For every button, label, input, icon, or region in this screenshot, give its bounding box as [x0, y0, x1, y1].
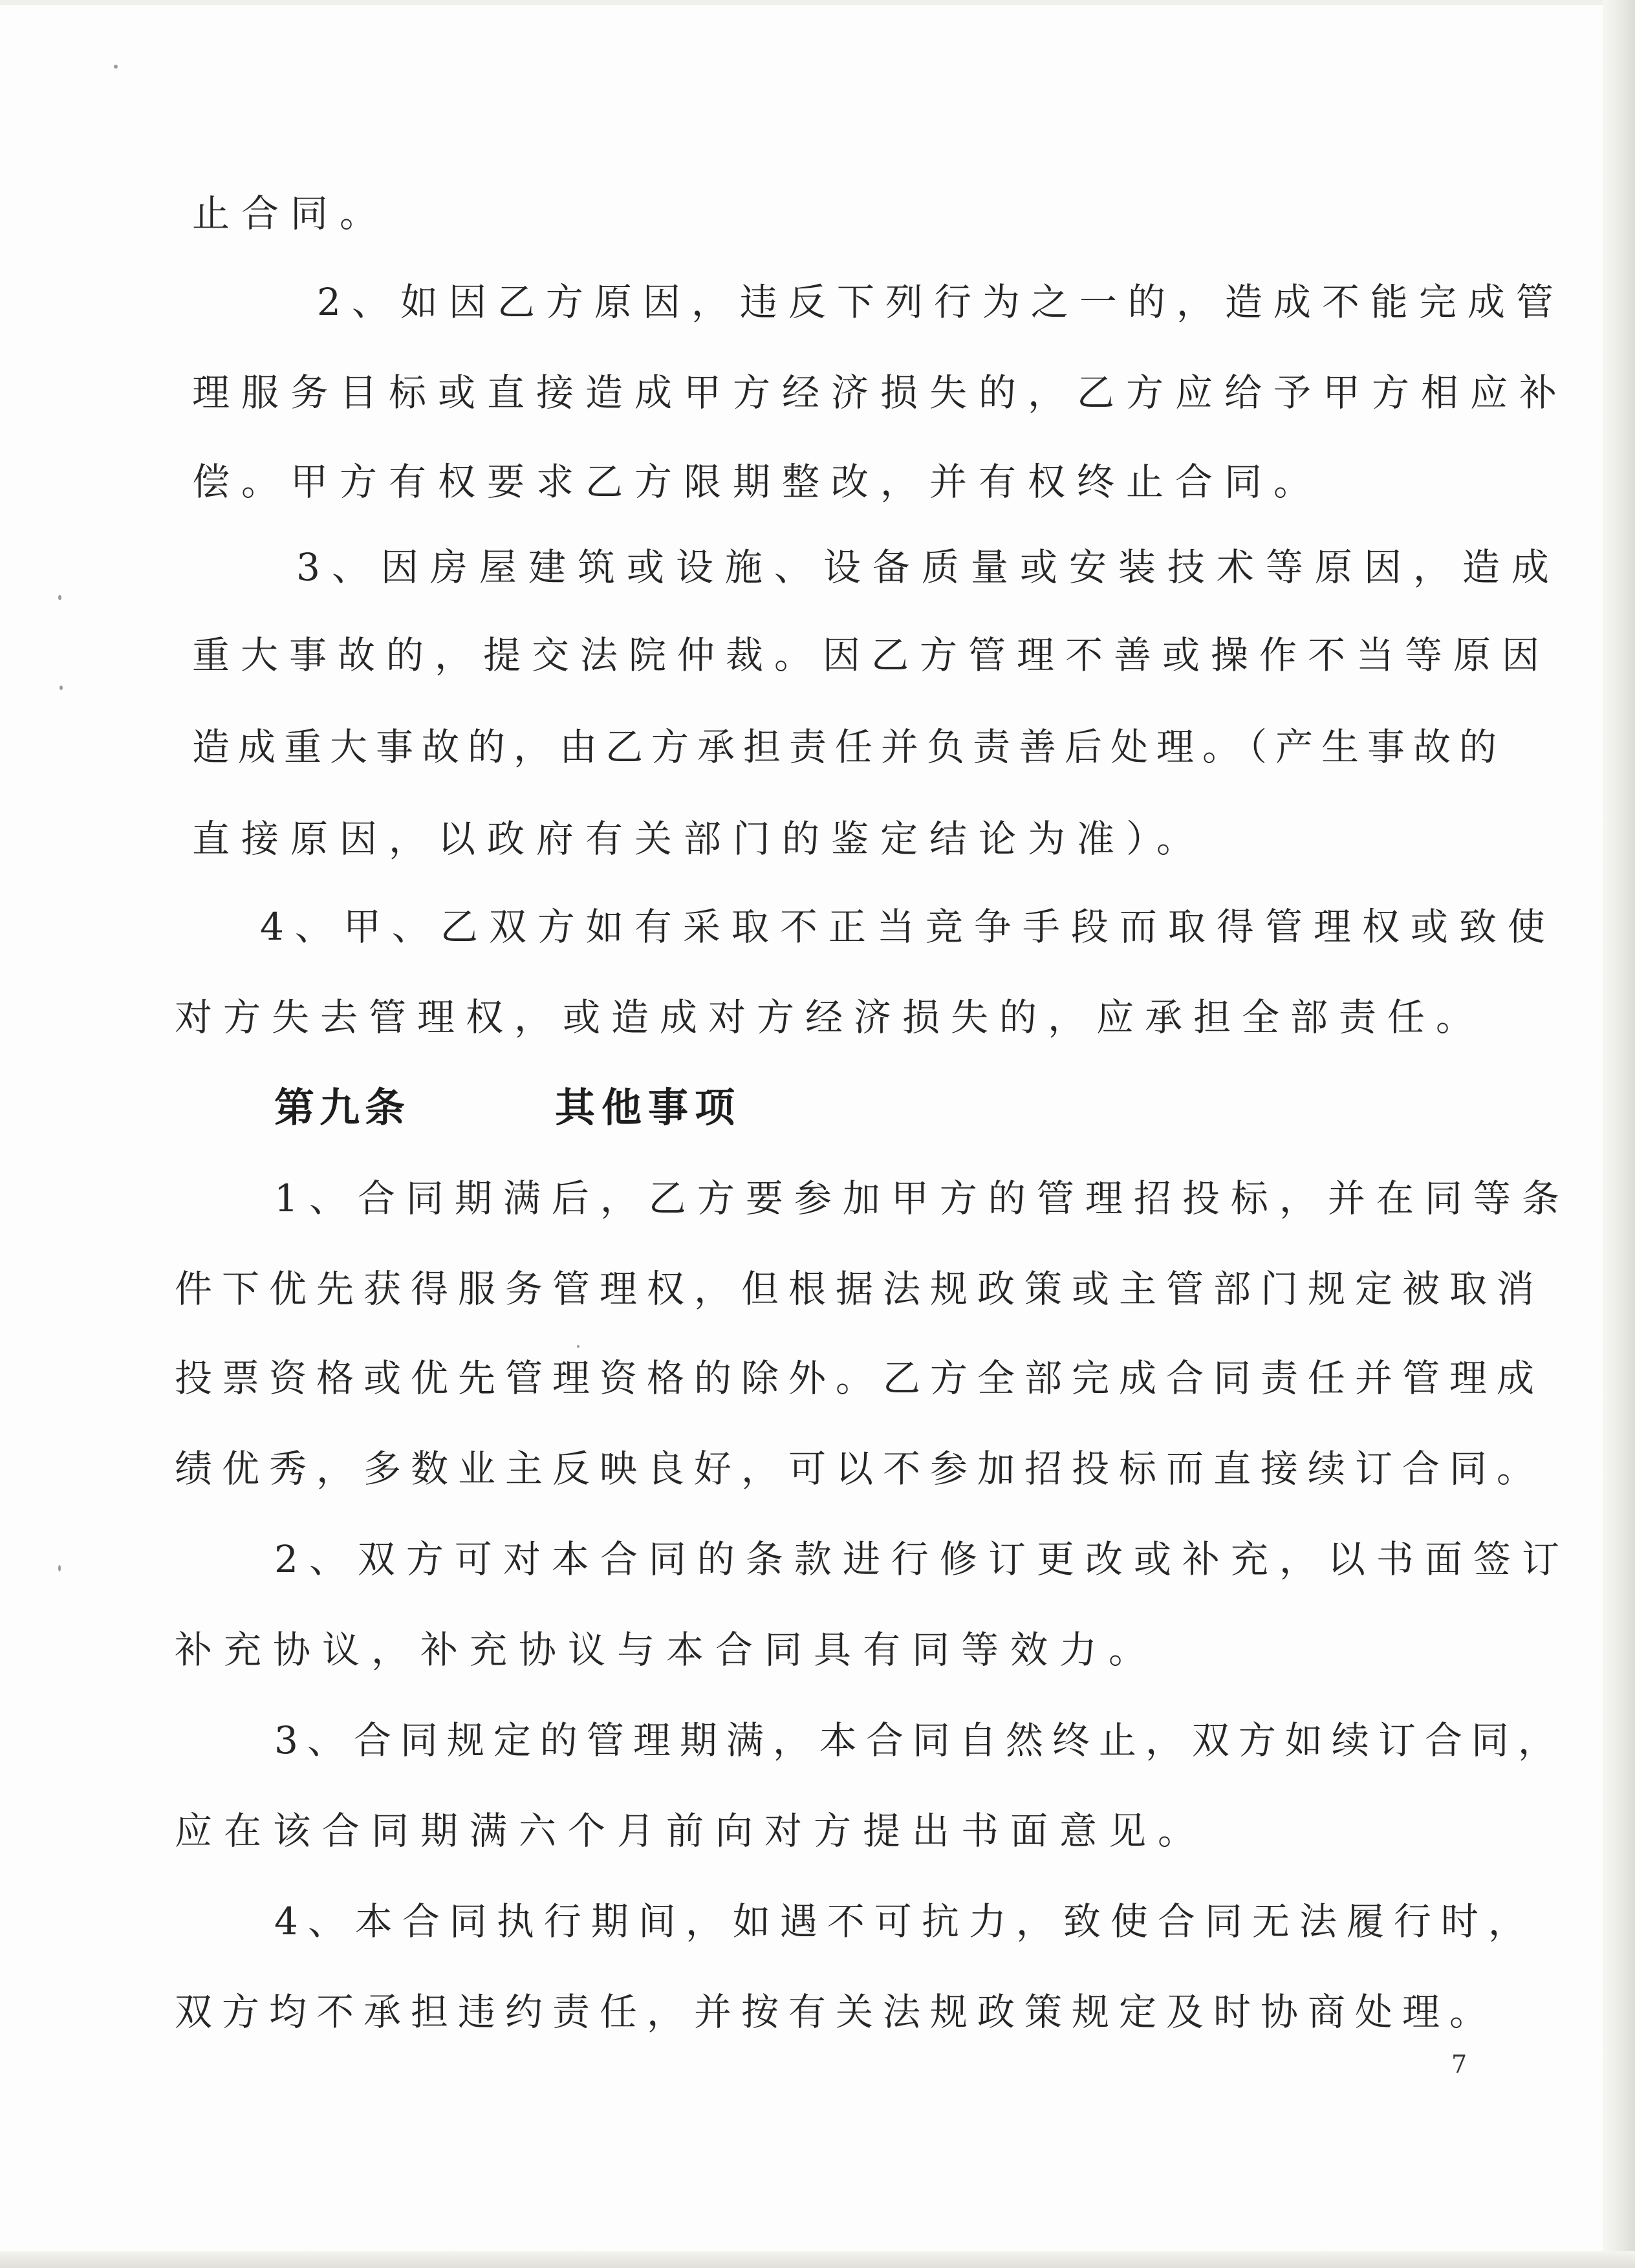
scan-speck: [577, 1345, 579, 1348]
text-line: 偿。甲方有权要求乙方限期整改，并有权终止合同。: [192, 460, 1323, 504]
section-number: 第九条: [274, 1084, 411, 1131]
text-line: 理服务目标或直接造成甲方经济损失的，乙方应给予甲方相应补: [192, 371, 1569, 415]
text-line: 重大事故的，提交法院仲裁。因乙方管理不善或操作不当等原因: [192, 633, 1551, 677]
text-line: 直接原因，以政府有关部门的鉴定结论为准）。: [192, 817, 1206, 861]
text-line: 投票资格或优先管理资格的除外。乙方全部完成合同责任并管理成: [175, 1356, 1544, 1400]
text-line: 4、甲、乙双方如有采取不正当竞争手段而取得管理权或致使: [260, 905, 1556, 949]
text-line: 双方均不承担违约责任，并按有关法规政策规定及时协商处理。: [175, 1990, 1497, 2034]
text-line: 造成重大事故的，由乙方承担责任并负责善后处理。（产生事故的: [192, 725, 1506, 769]
section-title: 其他事项: [555, 1084, 742, 1131]
text-line: 绩优秀，多数业主反映良好，可以不参加招投标而直接续订合同。: [175, 1447, 1544, 1491]
text-line: 补充协议，补充协议与本合同具有同等效力。: [175, 1628, 1158, 1672]
text-line: 对方失去管理权，或造成对方经济损失的，应承担全部责任。: [175, 995, 1485, 1039]
text-line: 2、双方可对本合同的条款进行修订更改或补充，以书面签订: [274, 1537, 1570, 1581]
scan-speck: [114, 65, 118, 69]
text-line: 3、合同规定的管理期满，本合同自然终止，双方如续订合同，: [274, 1718, 1565, 1762]
text-line: 1、合同期满后，乙方要参加甲方的管理招投标，并在同等条: [274, 1176, 1570, 1220]
scan-speck: [58, 595, 61, 600]
scan-top-edge: [0, 0, 1635, 5]
text-line: 2、如因乙方原因，违反下列行为之一的，造成不能完成管: [317, 280, 1565, 324]
scan-right-edge: [1603, 0, 1635, 2268]
page-number: 7: [1451, 2050, 1467, 2079]
text-line: 3、因房屋建筑或设施、设备质量或安装技术等原因，造成: [296, 545, 1561, 589]
text-line: 应在该合同期满六个月前向对方提出书面意见。: [175, 1809, 1207, 1853]
text-line: 件下优先获得服务管理权，但根据法规政策或主管部门规定被取消: [175, 1267, 1544, 1311]
scan-bottom-edge: [0, 2251, 1635, 2268]
text-line: 止合同。: [192, 191, 389, 235]
scan-speck: [58, 1565, 61, 1571]
scan-speck: [60, 686, 63, 690]
text-line: 4、本合同执行期间，如遇不可抗力，致使合同无法履行时，: [274, 1899, 1535, 1943]
